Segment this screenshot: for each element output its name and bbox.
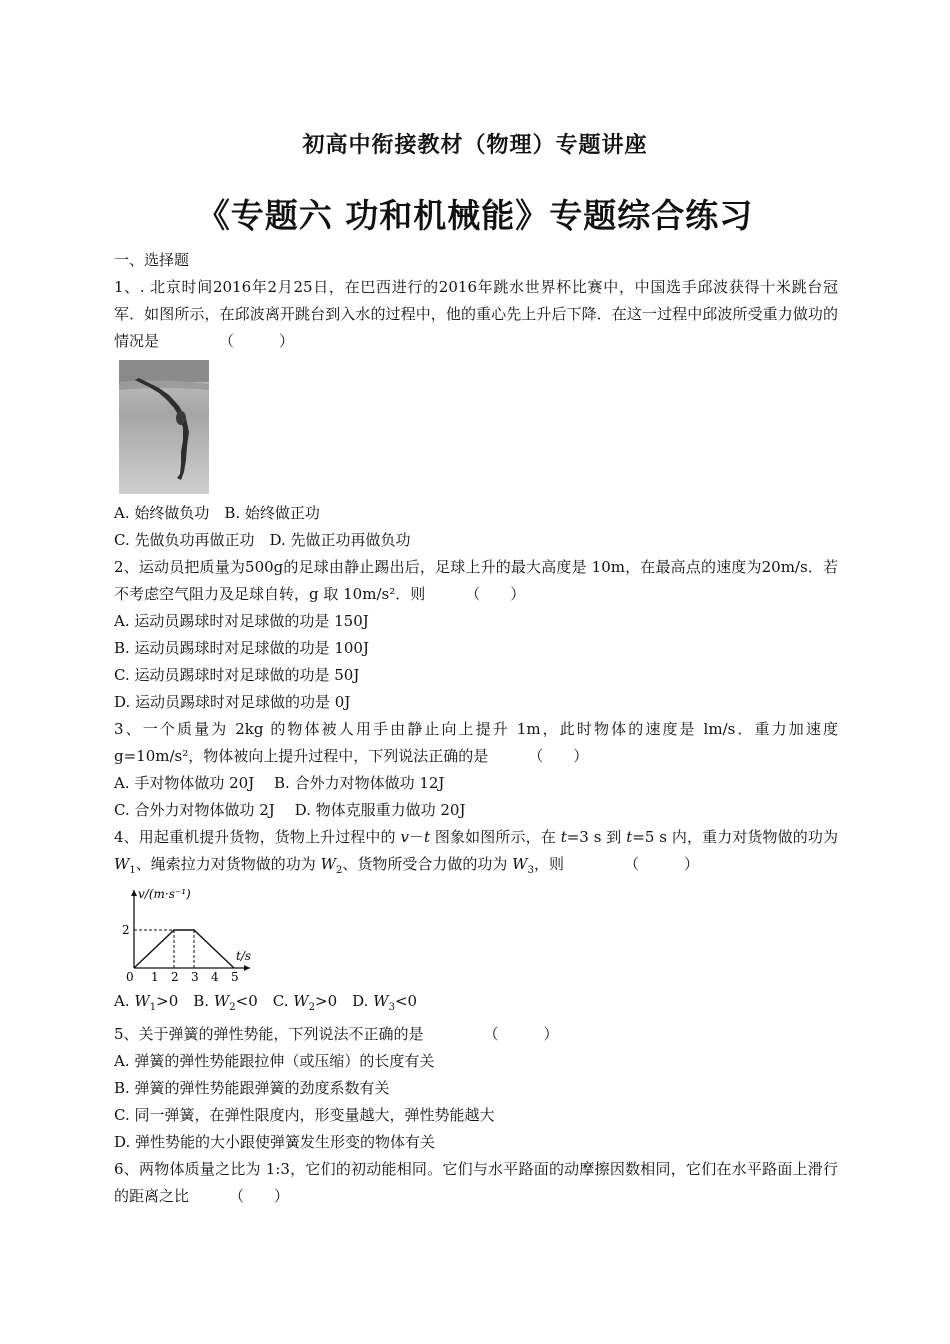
graph-xtick: 3 — [191, 970, 199, 984]
vt-graph — [120, 886, 260, 984]
question-5-stem: 5、关于弹簧的弹性势能，下列说法不正确的是 （ ） — [114, 1025, 559, 1043]
question-5-option-d: D. 弹性势能的大小跟使弹簧发生形变的物体有关 — [114, 1133, 436, 1151]
question-2-stem: 2、运动员把质量为500g的足球由静止踢出后，足球上升的最大高度是 10m，在最高点的速度为20m/s．若不考虑空气阻力及足球自转，g 取 10m/s²．则 （ ） — [114, 558, 838, 603]
answer-paren: （ ） — [219, 332, 295, 350]
question-6-stem: 6、两物体质量之比为 1:3，它们的初动能相同。它们与水平路面的动摩擦因数相同，它们在水平路面上滑行的距离之比 （ ） — [114, 1160, 838, 1205]
answer-paren: （ ） — [465, 585, 526, 603]
graph-xtick: 5 — [231, 970, 239, 984]
answer-paren: （ ） — [528, 747, 589, 765]
answer-paren: （ ） — [623, 855, 699, 873]
section-heading: 一、选择题 — [114, 251, 190, 269]
question-1-options-cd: C. 先做负功再做正功 D. 先做正功再做负功 — [114, 531, 411, 549]
graph-xtick: 4 — [211, 970, 219, 984]
question-4-options: A. $W_1>0$ B. $W_2<0$ C. $W_2>0$ D. $W_3<0$ — [114, 992, 418, 1013]
question-4-stem: 4、用起重机提升货物，货物上升过程中的 v－t 图象如图所示，在 t=3 s 到 t=5 s 内，重力对货物做的功为 $W_1$、绳索拉力对货物做的功为 $W_2$、货物所受合力做的功为 $W_3$，则 （ ） — [114, 828, 838, 876]
worksheet-title: 《专题六 功和机械能》专题综合练习 — [196, 196, 754, 235]
question-5 — [114, 1021, 838, 1156]
diver-photo — [119, 360, 209, 494]
content — [114, 247, 838, 1210]
question-5-option-b: B. 弹簧的弹性势能跟弹簧的劲度系数有关 — [114, 1079, 390, 1097]
graph-xtick: 2 — [171, 970, 179, 984]
question-2 — [114, 554, 838, 716]
graph-xtick: 1 — [151, 970, 159, 984]
question-3 — [114, 716, 838, 824]
question-1-options-ab: A. 始终做负功 B. 始终做正功 — [114, 504, 320, 522]
answer-paren: （ ） — [229, 1187, 290, 1205]
question-5-option-a: A. 弹簧的弹性势能跟拉伸（或压缩）的长度有关 — [114, 1052, 435, 1070]
question-3-options-ab: A. 手对物体做功 20J B. 合外力对物体做功 12J — [114, 774, 445, 792]
question-3-stem: 3、一个质量为 2kg 的物体被人用手由静止向上提升 1m，此时物体的速度是 lm/s．重力加速度g=10m/s²，物体被向上提升过程中，下列说法正确的是 （ ） — [114, 720, 838, 765]
question-2-option-c: C. 运动员踢球时对足球做的功是 50J — [114, 666, 360, 684]
graph-ytick: 2 — [122, 923, 130, 937]
question-2-option-d: D. 运动员踢球时对足球做的功是 0J — [114, 693, 351, 711]
question-1 — [114, 274, 838, 554]
graph-xtick: 0 — [126, 970, 134, 984]
answer-paren: （ ） — [483, 1025, 559, 1043]
question-3-options-cd: C. 合外力对物体做功 2J D. 物体克服重力做功 20J — [114, 801, 466, 819]
course-title: 初高中衔接教材（物理）专题讲座 — [302, 133, 648, 158]
question-5-option-c: C. 同一弹簧，在弹性限度内，形变量越大，弹性势能越大 — [114, 1106, 495, 1124]
graph-ylabel: v/(m·s⁻¹) — [138, 887, 191, 901]
question-2-option-a: A. 运动员踢球时对足球做的功是 150J — [114, 612, 369, 630]
question-6 — [114, 1156, 838, 1210]
graph-xlabel: t/s — [236, 949, 252, 963]
question-4 — [114, 824, 838, 1021]
question-1-stem: 1、. 北京时间2016年2月25日，在巴西进行的2016年跳水世界杯比赛中，中国选手邱波获得十米跳台冠军．如图所示，在邱波离开跳台到入水的过程中，他的重心先上升后下降．在这一过程中邱波所受重力做功的情况是 （ ） — [114, 278, 838, 350]
question-2-option-b: B. 运动员踢球时对足球做的功是 100J — [114, 639, 369, 657]
